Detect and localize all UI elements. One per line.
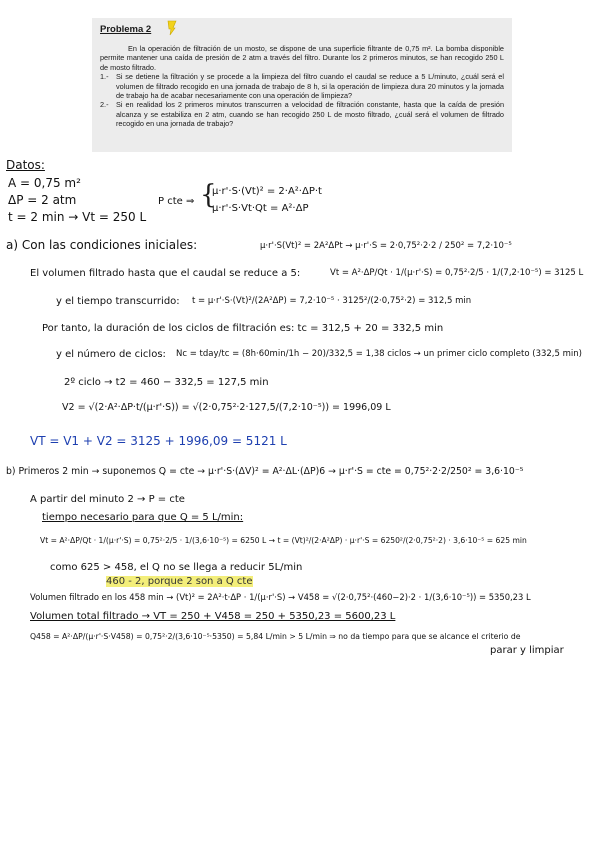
- part-a-cycles-equation: Nc = tday/tc = (8h·60min/1h − 20)/332,5 = 1,38 ciclos → un primer ciclo completo (332,5 min): [176, 349, 582, 359]
- problem-title: Problema 2: [100, 24, 152, 35]
- part-b-time-label: tiempo necesario para que Q = 5 L/min:: [42, 512, 244, 523]
- part-b-comparison: como 625 > 458, el Q no se llega a reducir 5L/min: [50, 562, 303, 573]
- datos-pressure: ΔP = 2 atm: [8, 193, 77, 207]
- part-a-heading: a) Con las condiciones iniciales:: [6, 238, 198, 252]
- question-2: [100, 100, 504, 128]
- question-2-text: Si en realidad los 2 primeros minutos transcurren a velocidad de filtración constante, hasta que la caída de presión alcanza y se estabiliza en 2 atm, cuando se han recogido 250 L de mosto filtrado, ¿cuál será el volumen de filtrado recogido en una jornada de trabajo?: [116, 100, 504, 129]
- question-1-text: Si se detiene la filtración y se procede a la limpieza del filtro cuando el caudal se reduce a 5 L/minuto, ¿cuál será el volumen de filtrado recogido en una jornada de trabajo de 8 h, si la operación de limpieza dura 20 minutos y la jornada de trabajo ha de acabar necesariamente con una operación de limpieza?: [116, 72, 504, 101]
- part-a-second-cycle: 2º ciclo → t2 = 460 − 332,5 = 127,5 min: [64, 377, 269, 388]
- part-b-flow-rate: Q458 = A²·ΔP/(μ·r'·S·V458) = 0,75²·2/(3,6·10⁻⁵·5350) = 5,84 L/min > 5 L/min ⇒ no da tiempo para que se alcance el criterio de: [30, 632, 521, 641]
- part-b-highlight-note: 460 - 2, porque 2 son a Q cte: [106, 576, 253, 587]
- part-a-result: VT = V1 + V2 = 3125 + 1996,09 = 5121 L: [30, 434, 287, 448]
- pcte-label: P cte ⇒: [158, 196, 195, 207]
- part-a-volume-label: El volumen filtrado hasta que el caudal se reduce a 5:: [30, 268, 301, 279]
- datos-area: A = 0,75 m²: [8, 176, 81, 190]
- question-1-number: 1.-: [100, 72, 109, 82]
- datos-time: t = 2 min → Vt = 250 L: [8, 210, 147, 224]
- brace: {: [200, 180, 217, 210]
- part-b-volume-458: Volumen filtrado en los 458 min → (Vt)² = 2A²·t·ΔP · 1/(μ·r'·S) → V458 = √(2·0,75²·(460−2)·2 · 1/(3,6·10⁻⁵)) = 5350,23 L: [30, 592, 531, 602]
- part-b-heading: b) Primeros 2 min → suponemos Q = cte → μ·r'·S·(ΔV)² = A²·ΔL·(ΔP)6 → μ·r'·S = cte = 0,75²·2·2/250² = 3,6·10⁻⁵: [6, 466, 524, 477]
- problem-intro: En la operación de filtración de un mosto, se dispone de una superficie filtrante de 0,75 m². La bomba disponible permite mantener una caída de presión de 2 atm a través del filtro. Durante los 2 primeros minutos, se han recogido 250 L de mosto filtrado.: [100, 44, 504, 72]
- question-1: [100, 72, 504, 100]
- part-a-equation: μ·r'·S(Vt)² = 2A²ΔPt → μ·r'·S = 2·0,75²·2·2 / 250² = 7,2·10⁻⁵: [260, 241, 512, 251]
- problem-statement: [100, 44, 504, 129]
- part-a-volume-equation: Vt = A²·ΔP/Qt · 1/(μ·r'·S) = 0,75²·2/5 · 1/(7,2·10⁻⁵) = 3125 L: [330, 268, 584, 278]
- part-b-time-equation: Vt = A²·ΔP/Qt · 1/(μ·r'·S) = 0,75²·2/5 · 1/(3,6·10⁻⁵) = 6250 L → t = (Vt)²/(2·A²ΔP) · μ·r'·S = 6250²/(2·0,75²·2) · 3,6·10⁻⁵ = 625 min: [40, 536, 527, 545]
- question-2-number: 2.-: [100, 100, 109, 110]
- part-a-cycle-duration: Por tanto, la duración de los ciclos de filtración es: tc = 312,5 + 20 = 332,5 min: [42, 323, 444, 334]
- pcte-equation-1: μ·r'·S·(Vt)² = 2·A²·ΔP·t: [212, 186, 322, 197]
- lightbulb-icon: [166, 20, 178, 36]
- part-a-time-equation: t = μ·r'·S·(Vt)²/(2A²ΔP) = 7,2·10⁻⁵ · 3125²/(2·0,75²·2) = 312,5 min: [192, 296, 472, 306]
- datos-heading: Datos:: [6, 158, 45, 172]
- part-b-from-minute-2: A partir del minuto 2 → P = cte: [30, 494, 185, 505]
- part-a-time-label: y el tiempo transcurrido:: [56, 296, 180, 307]
- pcte-equation-2: μ·r'·S·Vt·Qt = A²·ΔP: [212, 203, 309, 214]
- part-a-cycles-label: y el número de ciclos:: [56, 349, 166, 360]
- part-b-total-volume: Volumen total filtrado → VT = 250 + V458 = 250 + 5350,23 = 5600,23 L: [30, 611, 396, 622]
- part-a-v2-equation: V2 = √(2·A²·ΔP·t/(μ·r'·S)) = √(2·0,75²·2·127,5/(7,2·10⁻⁵)) = 1996,09 L: [62, 402, 391, 413]
- part-b-flow-rate-cont: parar y limpiar: [490, 645, 564, 656]
